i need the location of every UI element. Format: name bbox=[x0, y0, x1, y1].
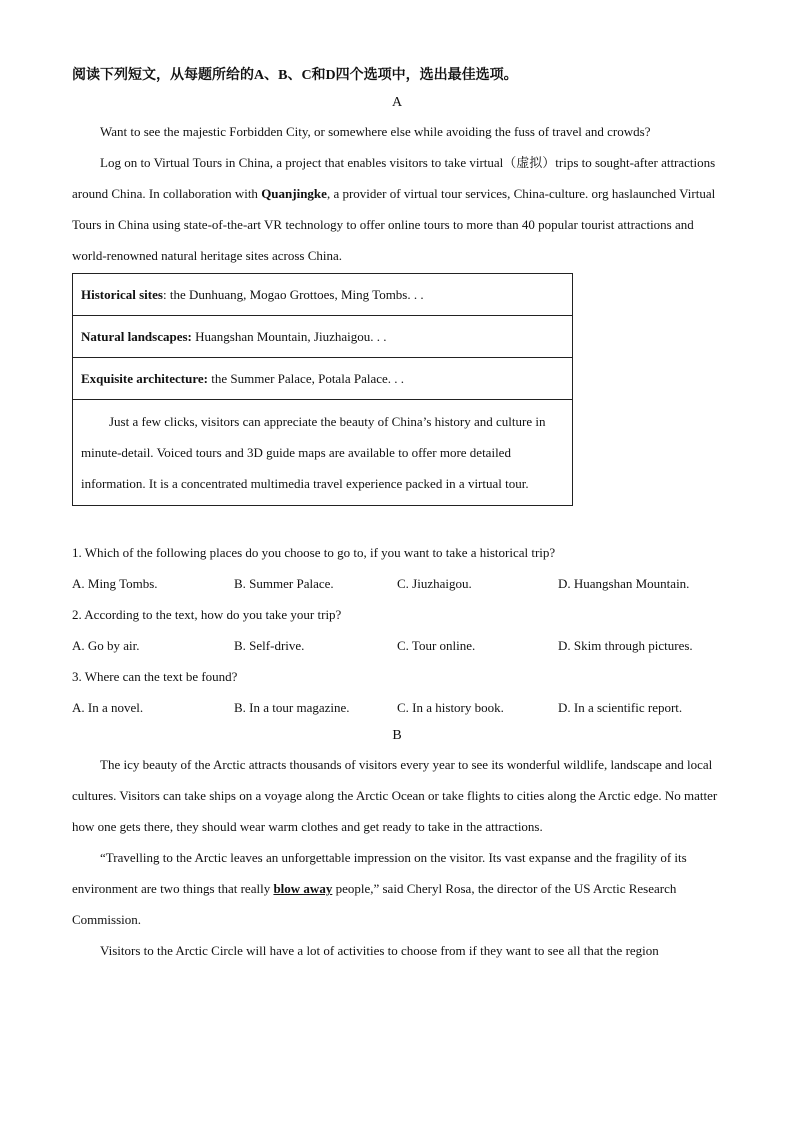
table-row bbox=[73, 358, 573, 400]
table-cell bbox=[73, 358, 573, 400]
option: D. Skim through pictures. bbox=[558, 638, 693, 653]
p2-text-after: , a provider of virtual tour services, China-culture. org haslaunched Virtual Tours in China using state-of-the-art VR technology to offer online tours to more than 40 popular tourist attractions and world-renowned natural heritage sites across China. bbox=[72, 186, 716, 263]
question-options bbox=[72, 692, 722, 723]
option: A. In a novel. bbox=[72, 700, 144, 715]
table-row bbox=[73, 274, 573, 316]
option: D. In a scientific report. bbox=[558, 700, 683, 715]
table-description: Just a few clicks, visitors can appreciate the beauty of China’s history and culture in minute-detail. Voiced tours and 3D guide maps are available to offer more detailed information. It is a concentrated multimedia travel experience packed in a virtual tour. bbox=[73, 400, 573, 506]
instruction: 阅读下列短文，从每题所给的A、B、C和D四个选项中，选出最佳选项。 bbox=[72, 68, 518, 83]
option: C. Jiuzhaigou. bbox=[397, 576, 472, 591]
option: B. In a tour magazine. bbox=[234, 700, 350, 715]
p2-text-after: people,” said Cheryl Rosa, the director of the US Arctic Research Commission. bbox=[72, 881, 677, 927]
section-a-paragraph-2 bbox=[72, 147, 722, 271]
section-b-title: B bbox=[392, 728, 402, 743]
option: D. Huangshan Mountain. bbox=[558, 576, 690, 591]
question-options bbox=[72, 630, 722, 661]
question-stem: 1. Which of the following places do you choose to go to, if you want to take a historical trip? bbox=[72, 545, 556, 560]
option: A. Go by air. bbox=[72, 638, 140, 653]
question-options bbox=[72, 568, 722, 599]
p2-text-before: Log on to Virtual Tours in China, a project that enables visitors to take virtual（虚拟）trips to sought-after attractions around China. In collaboration with bbox=[72, 155, 716, 201]
section-b-paragraph-1: The icy beauty of the Arctic attracts thousands of visitors every year to see its wonderful wildlife, landscape and local cultures. Visitors can take ships on a voyage along the Arctic Ocean or take flights to cities along the Arctic edge. No matter how one gets there, they should wear warm clothes and get ready to take in the attractions. bbox=[72, 757, 718, 834]
attractions-table bbox=[72, 273, 573, 506]
question-stem: 2. According to the text, how do you take your trip? bbox=[72, 607, 342, 622]
row-text: Huangshan Mountain, Jiuzhaigou. . . bbox=[191, 328, 387, 344]
row-label: Historical sites bbox=[81, 286, 163, 302]
table-row bbox=[73, 400, 573, 506]
document-page bbox=[72, 62, 722, 966]
section-a-title: A bbox=[391, 95, 403, 110]
section-b-paragraph-2 bbox=[72, 842, 722, 935]
option: B. Summer Palace. bbox=[234, 576, 334, 591]
p2-bold-term: Quanjingke bbox=[261, 186, 327, 201]
row-label: Exquisite architecture: bbox=[81, 370, 208, 386]
row-text: : the Dunhuang, Mogao Grottoes, Ming Tombs. . . bbox=[162, 286, 424, 302]
section-a-paragraph-1: Want to see the majestic Forbidden City, or somewhere else while avoiding the fuss of travel and crowds? bbox=[100, 124, 651, 139]
section-b-paragraph-3: Visitors to the Arctic Circle will have a lot of activities to choose from if they want to see all that the region bbox=[100, 943, 659, 958]
option: C. In a history book. bbox=[397, 700, 504, 715]
table-cell bbox=[73, 316, 573, 358]
p2-text-before: “Travelling to the Arctic leaves an unforgettable impression on the visitor. Its vast expanse and the fragility of its environment are two things that really bbox=[72, 850, 687, 896]
table-cell bbox=[73, 274, 573, 316]
row-text: the Summer Palace, Potala Palace. . . bbox=[207, 370, 405, 386]
questions bbox=[72, 537, 722, 723]
table-row bbox=[73, 316, 573, 358]
option: B. Self-drive. bbox=[234, 638, 305, 653]
underlined-phrase: blow away bbox=[273, 881, 333, 896]
question-stem: 3. Where can the text be found? bbox=[72, 669, 238, 684]
option: C. Tour online. bbox=[397, 638, 476, 653]
row-label: Natural landscapes: bbox=[81, 328, 192, 344]
option: A. Ming Tombs. bbox=[72, 576, 158, 591]
